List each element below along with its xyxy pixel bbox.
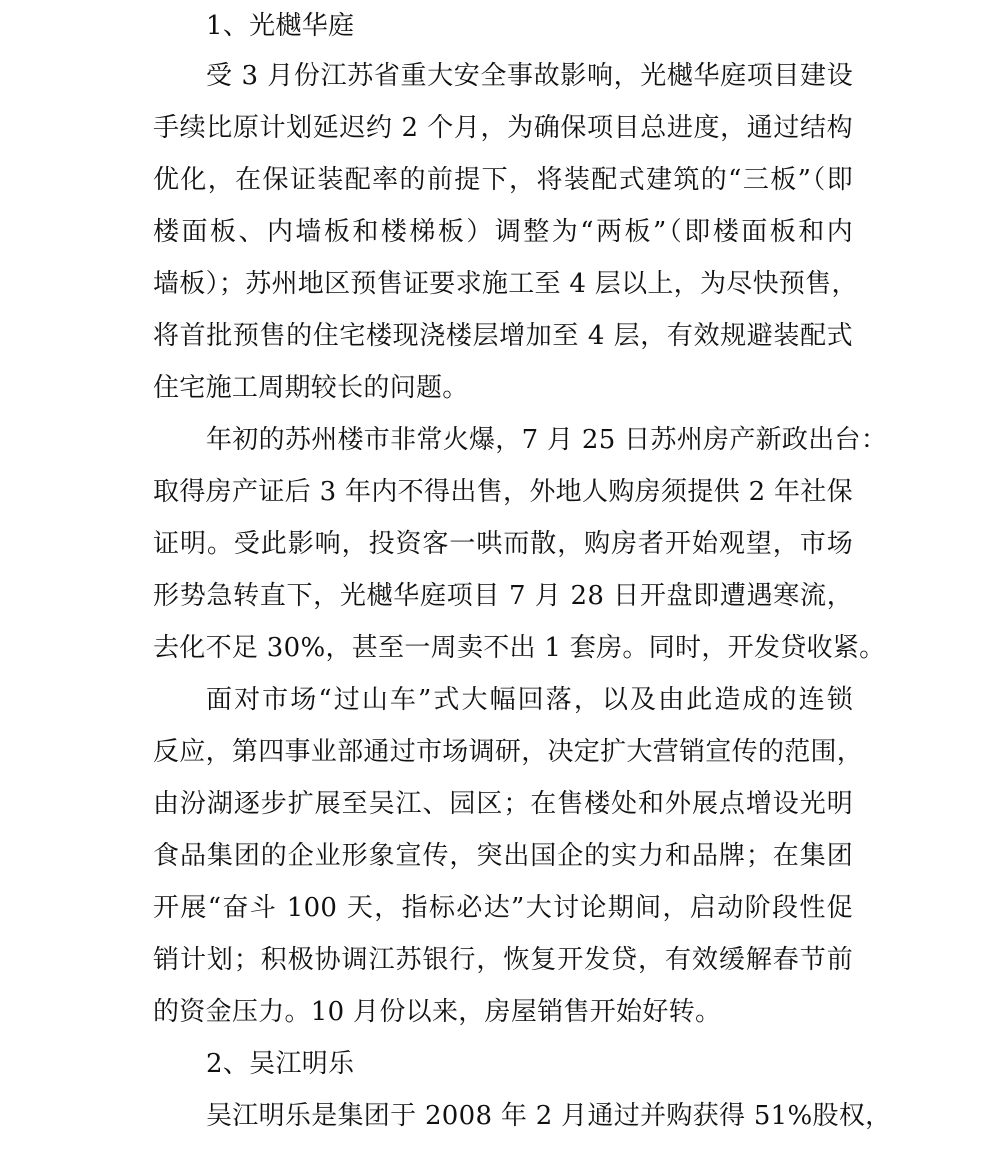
- paragraph-line: 楼面板、内墙板和楼梯板）调整为“两板”（即楼面板和内: [153, 217, 853, 247]
- paragraph-line: 受 3 月份江苏省重大安全事故影响，光樾华庭项目建设: [206, 61, 853, 91]
- paragraph-line: 形势急转直下，光樾华庭项目 7 月 28 日开盘即遭遇寒流，: [153, 581, 853, 611]
- paragraph-line: 由汾湖逐步扩展至吴江、园区；在售楼处和外展点增设光明: [153, 789, 853, 819]
- paragraph-line: 面对市场“过山车”式大幅回落，以及由此造成的连锁: [206, 685, 853, 715]
- section-heading-guangyue: 1、光樾华庭: [206, 11, 355, 41]
- paragraph-line: 取得房产证后 3 年内不得出售，外地人购房须提供 2 年社保: [153, 477, 853, 507]
- paragraph-line: 食品集团的企业形象宣传，突出国企的实力和品牌；在集团: [153, 841, 853, 871]
- paragraph-line: 住宅施工周期较长的问题。: [153, 373, 469, 403]
- paragraph-line: 吴江明乐是集团于 2008 年 2 月通过并购获得 51%股权，: [206, 1101, 892, 1131]
- paragraph-line: 销计划；积极协调江苏银行，恢复开发贷，有效缓解春节前: [153, 945, 853, 975]
- paragraph-line: 的资金压力。10 月份以来，房屋销售开始好转。: [153, 997, 722, 1027]
- paragraph-line: 年初的苏州楼市非常火爆，7 月 25 日苏州房产新政出台：: [206, 425, 888, 455]
- paragraph-line: 手续比原计划延迟约 2 个月，为确保项目总进度，通过结构: [153, 113, 853, 143]
- paragraph-line: 开展“奋斗 100 天，指标必达”大讨论期间，启动阶段性促: [153, 893, 853, 923]
- paragraph-line: 优化，在保证装配率的前提下，将装配式建筑的“三板”（即: [153, 165, 853, 195]
- section-heading-wujiang: 2、吴江明乐: [206, 1049, 355, 1079]
- paragraph-line: 去化不足 30%，甚至一周卖不出 1 套房。同时，开发贷收紧。: [153, 633, 886, 663]
- paragraph-line: 反应，第四事业部通过市场调研，决定扩大营销宣传的范围，: [153, 737, 864, 767]
- paragraph-line: 证明。受此影响，投资客一哄而散，购房者开始观望，市场: [153, 529, 853, 559]
- paragraph-line: 墙板）；苏州地区预售证要求施工至 4 层以上，为尽快预售，: [153, 269, 858, 299]
- paragraph-line: 将首批预售的住宅楼现浇楼层增加至 4 层，有效规避装配式: [153, 321, 853, 351]
